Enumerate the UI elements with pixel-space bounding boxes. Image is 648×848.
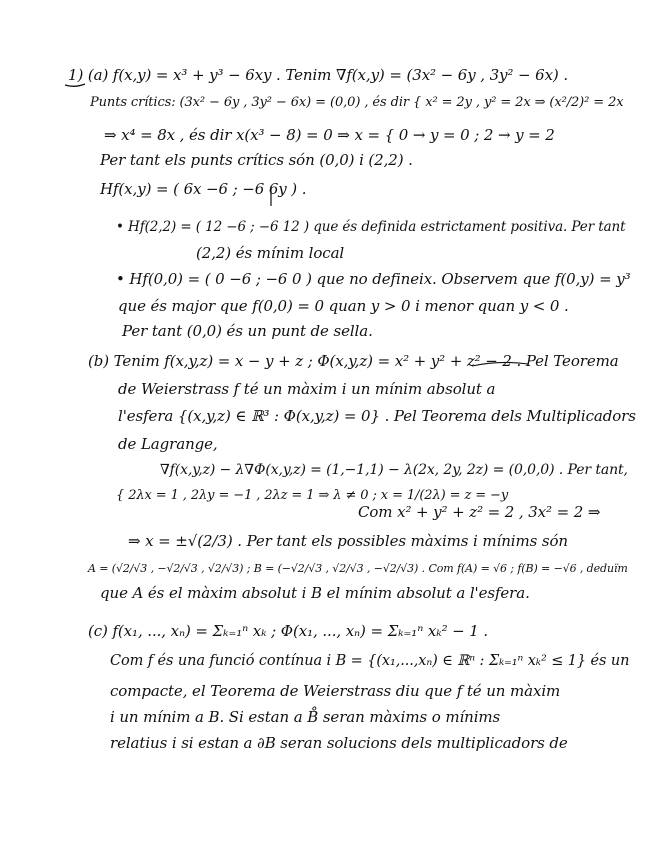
line-lambda-system: { 2λx = 1 , 2λy = −1 , 2λz = 1 ⇒ λ ≠ 0 ; x = 1/(2λ) = z = −y: [116, 488, 509, 503]
line-gradient-equation: ∇f(x,y,z) − λ∇Φ(x,y,z) = (1,−1,1) − λ(2x, 2y, 2z) = (0,0,0) . Per tant,: [160, 462, 628, 478]
line-1c-function: (c) f(x₁, ..., xₙ) = Σₖ₌₁ⁿ xₖ ; Φ(x₁, ..., xₙ) = Σₖ₌₁ⁿ xₖ² − 1 .: [88, 622, 489, 640]
line-local-minimum: (2,2) és mínim local: [196, 244, 345, 262]
line-critical-points-system: Punts crítics: (3x² − 6y , 3y² − 6x) = (0,0) , és dir { x² = 2y , y² = 2x ⇒ (x²/2)² = 2x: [90, 95, 624, 110]
line-x4-solutions: ⇒ x⁴ = 8x , és dir x(x³ − 8) = 0 ⇒ x = { 0 → y = 0 ; 2 → y = 2: [104, 126, 555, 144]
line-sign-comparison: que és major que f(0,0) = 0 quan y > 0 i menor quan y < 0 .: [118, 297, 569, 315]
line-weierstrass: de Weierstrass f té un màxim i un mínim absolut a: [118, 380, 496, 398]
line-boundary-multipliers: relatius i si estan a ∂B seran solucions dels multiplicadors de: [110, 734, 568, 752]
line-sum-of-squares: Com x² + y² + z² = 2 , 3x² = 2 ⇒: [358, 503, 601, 521]
line-points-a-b: A = (√2/√3 , −√2/√3 , √2/√3) ; B = (−√2/√3 , √2/√3 , −√2/√3) . Com f(A) = √6 ; f(B) = −√6 , deduïm: [88, 562, 628, 575]
line-saddle-point: Per tant (0,0) és un punt de sella.: [122, 322, 373, 340]
line-sphere-multipliers: l'esfera {(x,y,z) ∈ ℝ³ : Φ(x,y,z) = 0} . Pel Teorema dels Multiplicadors: [118, 407, 636, 425]
line-lagrange: de Lagrange,: [118, 435, 218, 453]
hessian-period-mark: [268, 185, 274, 207]
line-hessian: Hf(x,y) = ( 6x −6 ; −6 6y ) .: [100, 180, 307, 198]
line-1a-function: 1) (a) f(x,y) = x³ + y³ − 6xy . Tenim ∇f(x,y) = (3x² − 6y , 3y² − 6x) .: [68, 66, 569, 84]
problem-number-underline: [64, 82, 86, 88]
weierstrass-strikeout: [470, 356, 530, 370]
line-x-values: ⇒ x = ±√(2/3) . Per tant els possibles màxims i mínims són: [128, 532, 568, 550]
line-continuous-compact: Com f és una funció contínua i B = {(x₁,...,xₙ) ∈ ℝⁿ : Σₖ₌₁ⁿ xₖ² ≤ 1} és un: [110, 653, 630, 669]
line-critical-points-list: Per tant els punts crítics són (0,0) i (2,2) .: [100, 151, 413, 169]
line-compact-weierstrass: compacte, el Teorema de Weierstrass diu que f té un màxim: [110, 682, 561, 700]
line-hessian-2-2: • Hf(2,2) = ( 12 −6 ; −6 12 ) que és definida estrictament positiva. Per tant: [116, 219, 626, 235]
line-hessian-0-0: • Hf(0,0) = ( 0 −6 ; −6 0 ) que no defineix. Observem que f(0,y) = y³: [116, 270, 631, 288]
line-interior-extrema: i un mínim a B. Si estan a B̊ seran màxims o mínims: [110, 708, 501, 726]
line-max-min-conclusion: que A és el màxim absolut i B el mínim absolut a l'esfera.: [100, 584, 530, 602]
line-1b-function: (b) Tenim f(x,y,z) = x − y + z ; Φ(x,y,z) = x² + y² + z² − 2 . Pel Teorema: [88, 352, 619, 370]
